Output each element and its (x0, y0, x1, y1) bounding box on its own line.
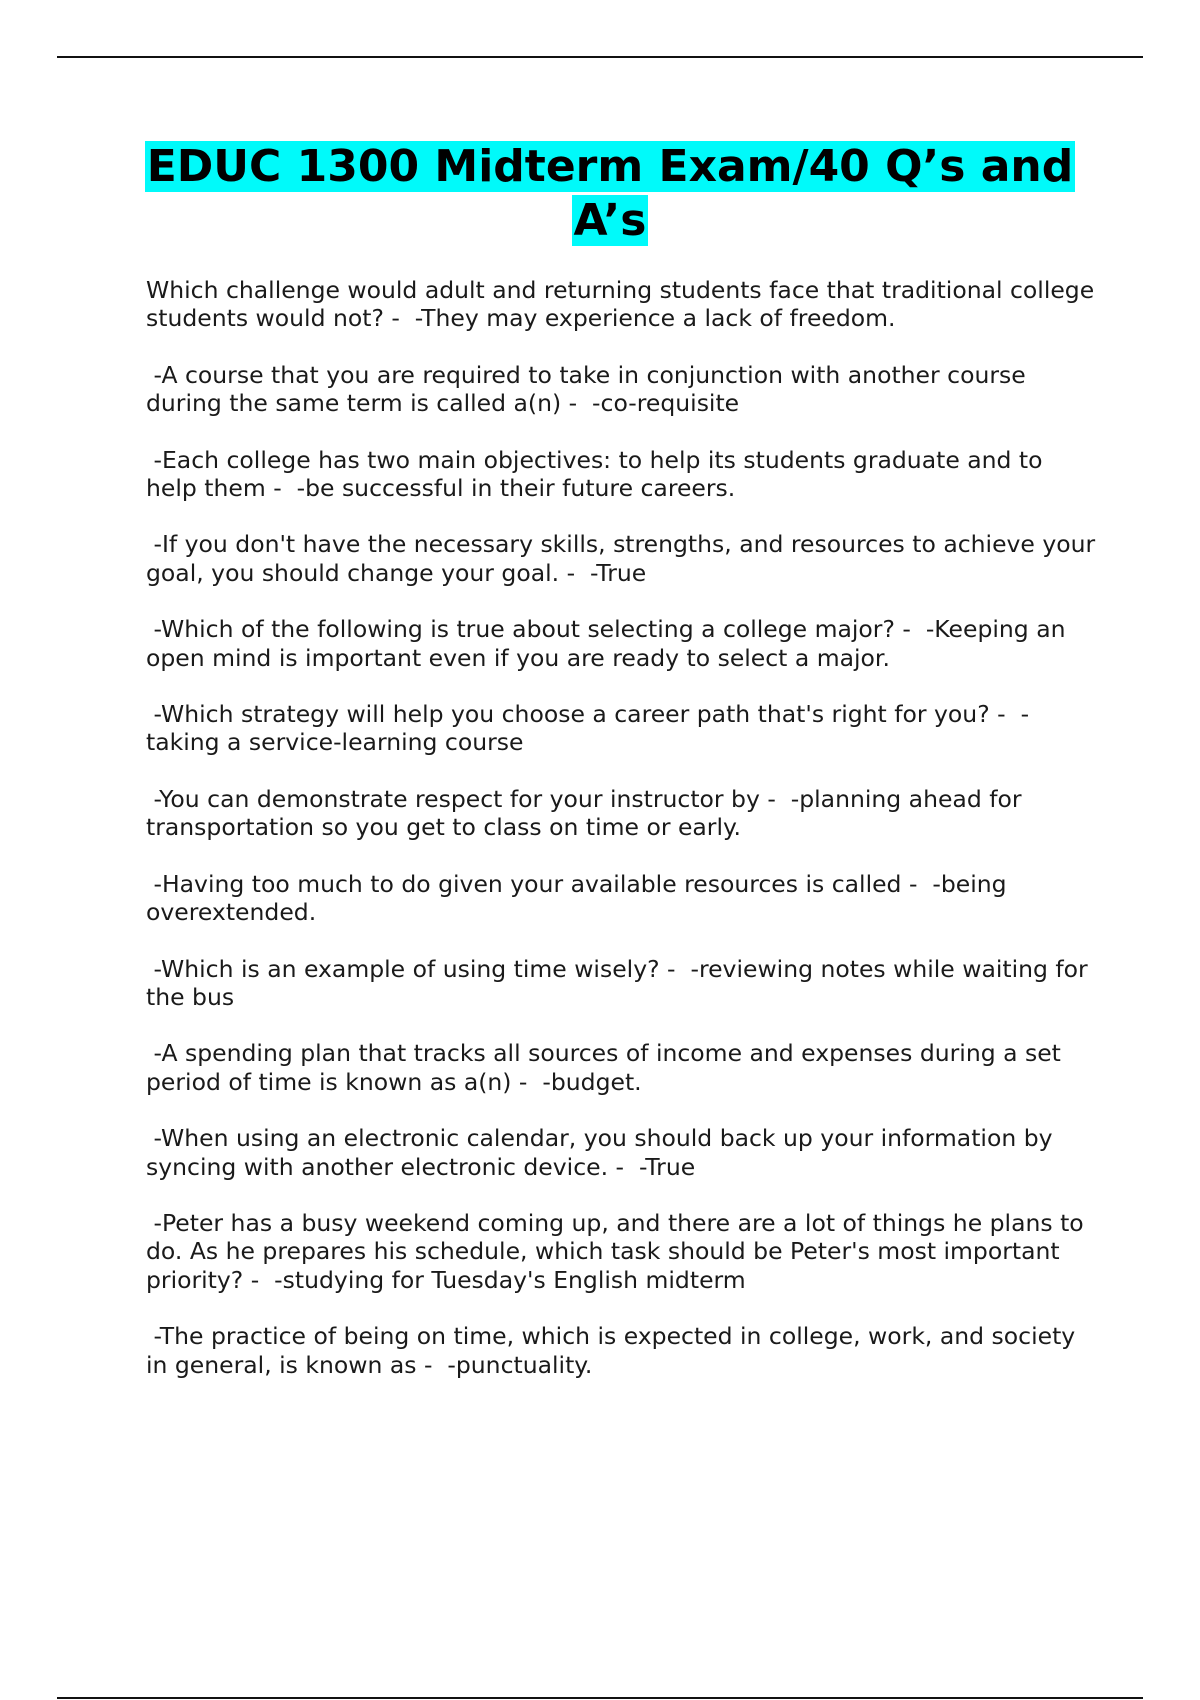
qa-item: -You can demonstrate respect for your instructor by - -planning ahead for transportation so you get to class on time or early. (146, 784, 1030, 842)
qa-item: -Which strategy will help you choose a career path that's right for you? - -taking a service-learning course (146, 700, 1030, 757)
qa-list (146, 276, 1103, 1407)
qa-item: -A spending plan that tracks all sources of income and expenses during a set period of time is known as a(n) - -budget. (146, 1039, 1069, 1096)
footer-rule (57, 1697, 1143, 1699)
qa-item: -Each college has two main objectives: to help its students graduate and to help them - -be successful in their future careers. (146, 445, 1050, 503)
qa-item: -The practice of being on time, which is expected in college, work, and society in general, is known as - -punctuality. (146, 1322, 1083, 1379)
qa-item: -Having too much to do given your available resources is called - -being overextended. (146, 869, 1015, 927)
document-title (130, 140, 1090, 248)
header-rule (57, 56, 1143, 58)
qa-item: -When using an electronic calendar, you should back up your information by syncing with another electronic device. - -True (146, 1124, 1061, 1181)
qa-item: -If you don't have the necessary skills, strengths, and resources to achieve your goal, you should change your goal. - -True (146, 530, 1103, 587)
qa-item: -Which is an example of using time wisely? - -reviewing notes while waiting for the bus (146, 954, 1096, 1011)
document-title-text: EDUC 1300 Midterm Exam/40 Q’s and A’s (146, 141, 1074, 246)
qa-item: -A course that you are required to take in conjunction with another course during the same term is called a(n) - -co-requisite (146, 360, 1034, 418)
qa-item: Which challenge would adult and returning students face that traditional college students would not? - -They may experience a lack of freedom. (146, 276, 1102, 333)
qa-item: -Peter has a busy weekend coming up, and there are a lot of things he plans to do. As he prepares his schedule, which task should be Peter's most important priority? - -studying for Tuesday's English midterm (146, 1208, 1092, 1294)
qa-item: -Which of the following is true about selecting a college major? - -Keeping an open mind is important even if you are ready to select a major. (146, 615, 1073, 672)
